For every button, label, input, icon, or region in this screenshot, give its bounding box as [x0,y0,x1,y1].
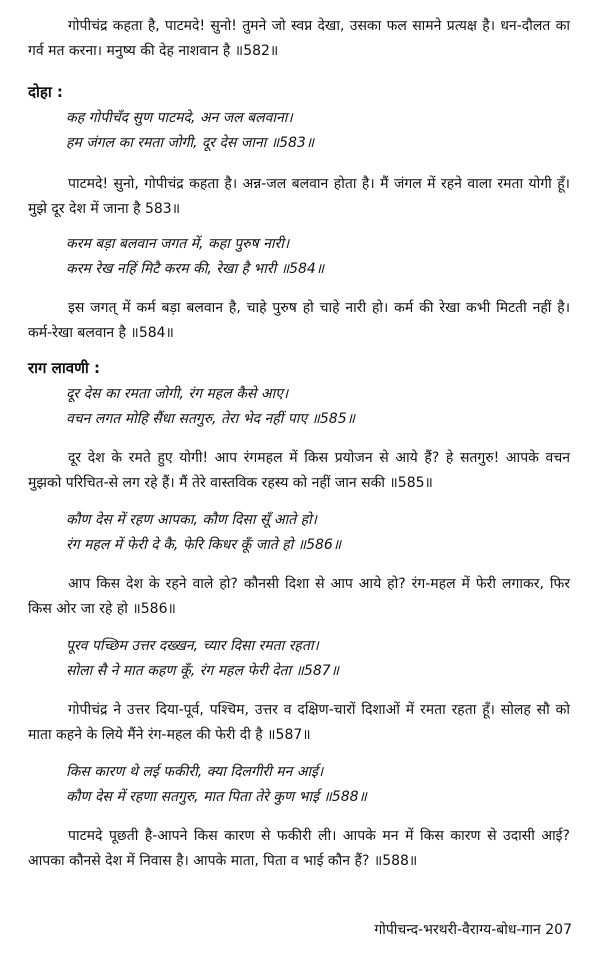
paragraph-583: पाटमदे! सुनो, गोपीचंद्र कहता है। अन्न-जल बलवान होता है। मैं जंगल में रहने वाला रमता योगी हूँ। मुझे दूर देश में जाना है 583॥ [28,176,570,217]
verse-line: कौण देस में रहणा सतगुरु, मात पिता तेरे कुण भाई ॥588॥ [66,789,367,805]
verse-583 [66,106,566,156]
verse-line: करम रेख नहिं मिटै करम की, रेखा है भारी ॥584॥ [66,261,325,277]
verse-line: हम जंगल का रमता जोगी, दूर देस जाना ॥583॥ [66,135,315,151]
raag-heading: राग लावणी : [28,359,101,377]
verse-line: सोला सै ने मात कहण कूँ, रंग महल फेरी देता ॥587॥ [66,663,340,679]
verse-584 [66,232,566,282]
verse-line: किस कारण थे लई फकीरी, क्या दिलगीरी मन आई। [66,764,324,780]
verse-line: कह गोपीचँद सुण पाटमदे, अन जल बलवाना। [66,110,293,126]
page-footer: गोपीचन्द-भरथरी-वैराग्य-बोध-गान 207 [374,922,572,938]
verse-586 [66,508,566,558]
paragraph-582: गोपीचंद्र कहता है, पाटमदे! सुनो! तुमने जो स्वप्न देखा, उसका फल सामने प्रत्यक्ष है। धन-दौलत का गर्व मत करना। मनुष्य की देह नाशवान है ॥582॥ [28,18,570,59]
verse-588 [66,760,566,810]
paragraph-588: पाटमदे पूछती है-आपने किस कारण से फकीरी ली। आपके मन में किस कारण से उदासी आई? आपका कौनसे देश में निवास है। आपके माता, पिता व भाई कौन हैं? ॥588॥ [28,828,570,869]
paragraph-584: इस जगत् में कर्म बड़ा बलवान है, चाहे पुरुष हो चाहे नारी हो। कर्म की रेखा कभी मिटती नहीं है। कर्म-रेखा बलवान है ॥584॥ [28,300,570,341]
verse-line: दूर देस का रमता जोगी, रंग महल कैसे आए। [66,386,289,402]
verse-587 [66,634,566,684]
verse-585 [66,382,566,432]
verse-line: करम बड़ा बलवान जगत में, कहा पुरुष नारी। [66,236,290,252]
paragraph-586: आप किस देश के रहने वाले हो? कौनसी दिशा से आप आये हो? रंग-महल में फेरी लगाकर, फिर किस ओर जा रहे हो ॥586॥ [28,576,570,617]
verse-line: कौण देस में रहण आपका, कौण दिसा सूँ आते हो। [66,512,317,528]
doha-heading: दोहा : [28,83,63,101]
verse-line: रंग महल में फेरी दे कै, फेरि किधर कूँ जाते हो ॥586॥ [66,537,342,553]
paragraph-587: गोपीचंद्र ने उत्तर दिया-पूर्व, पश्चिम, उत्तर व दक्षिण-चारों दिशाओं में रमता रहता हूँ। सोलह सौ को माता कहने के लिये मैंने रंग-महल की फेरी दी है ॥587॥ [28,702,570,743]
verse-line: वचन लगत मोहि सैंधा सतगुरु, तेरा भेद नहीं पाए ॥585॥ [66,411,356,427]
paragraph-585: दूर देश के रमते हुए योगी! आप रंगमहल में किस प्रयोजन से आये हैं? हे सतगुरु! आपके वचन मुझको परिचित-से लग रहे हैं। मैं तेरे वास्तविक रहस्य को नहीं जान सकी ॥585॥ [28,450,570,491]
verse-line: पूरव पच्छिम उत्तर दख्खन, च्यार दिसा रमता रहता। [66,638,319,654]
